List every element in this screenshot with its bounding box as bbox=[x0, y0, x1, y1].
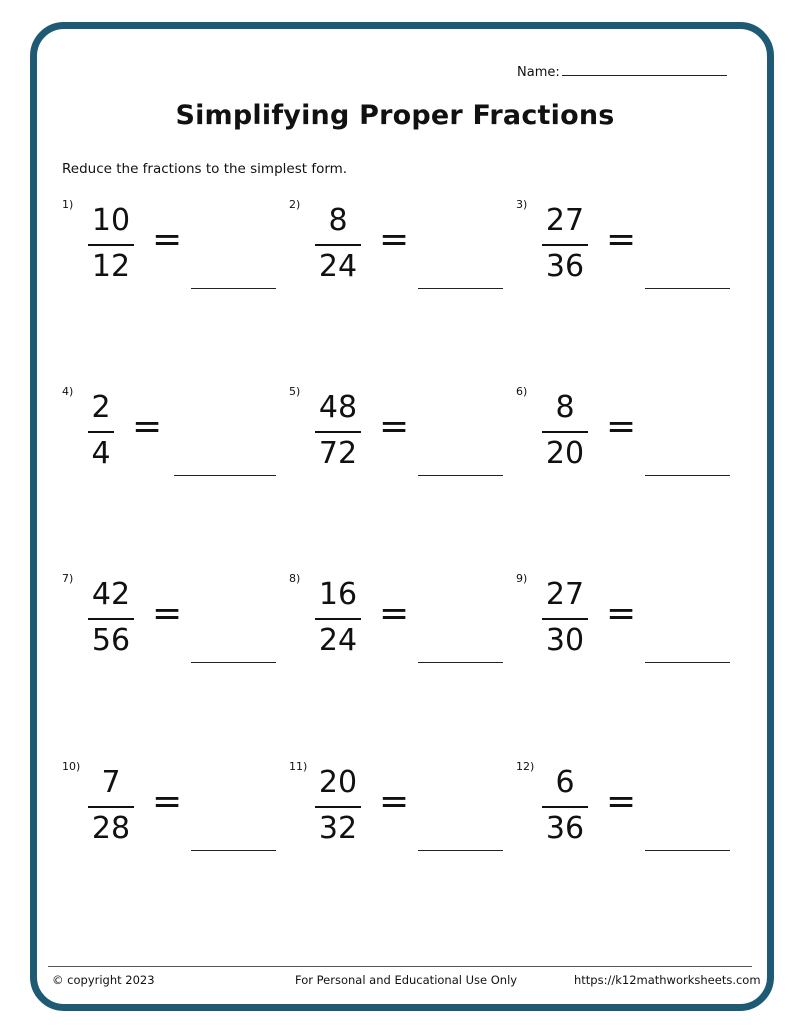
numerator: 48 bbox=[318, 390, 358, 425]
equals-sign: = bbox=[606, 593, 637, 634]
instructions: Reduce the fractions to the simplest form. bbox=[62, 161, 348, 177]
numerator: 42 bbox=[91, 577, 131, 612]
problem-number: 7) bbox=[62, 572, 74, 585]
problem-number: 4) bbox=[62, 385, 74, 398]
fraction-bar bbox=[315, 618, 361, 620]
fraction-bar bbox=[315, 244, 361, 246]
denominator: 56 bbox=[91, 623, 131, 658]
problem-12 bbox=[516, 760, 741, 870]
fraction-bar bbox=[542, 431, 588, 433]
name-blank[interactable] bbox=[562, 63, 727, 76]
fraction bbox=[313, 578, 363, 658]
numerator: 2 bbox=[91, 390, 111, 425]
fraction bbox=[86, 578, 136, 658]
numerator: 16 bbox=[318, 577, 358, 612]
equals-sign: = bbox=[152, 781, 183, 822]
equals-sign: = bbox=[606, 781, 637, 822]
numerator: 8 bbox=[328, 203, 348, 238]
equals-sign: = bbox=[132, 406, 163, 447]
fraction-bar bbox=[88, 244, 134, 246]
fraction-bar bbox=[88, 806, 134, 808]
fraction-bar bbox=[315, 806, 361, 808]
problem-7 bbox=[62, 572, 287, 682]
equals-sign: = bbox=[379, 406, 410, 447]
numerator: 20 bbox=[318, 765, 358, 800]
denominator: 24 bbox=[318, 249, 358, 284]
problem-8 bbox=[289, 572, 514, 682]
problem-4 bbox=[62, 385, 287, 495]
equals-sign: = bbox=[152, 593, 183, 634]
fraction-bar bbox=[542, 806, 588, 808]
problem-number: 12) bbox=[516, 760, 535, 773]
denominator: 12 bbox=[91, 249, 131, 284]
name-field[interactable] bbox=[517, 63, 727, 80]
fraction bbox=[540, 391, 590, 471]
answer-blank[interactable] bbox=[191, 850, 276, 851]
denominator: 20 bbox=[545, 436, 585, 471]
fraction bbox=[313, 766, 363, 846]
numerator: 7 bbox=[101, 765, 121, 800]
answer-blank[interactable] bbox=[418, 475, 503, 476]
problem-number: 11) bbox=[289, 760, 308, 773]
fraction bbox=[86, 391, 116, 471]
denominator: 24 bbox=[318, 623, 358, 658]
equals-sign: = bbox=[606, 219, 637, 260]
problem-number: 1) bbox=[62, 198, 74, 211]
answer-blank[interactable] bbox=[418, 662, 503, 663]
answer-blank[interactable] bbox=[645, 662, 730, 663]
equals-sign: = bbox=[379, 219, 410, 260]
equals-sign: = bbox=[379, 781, 410, 822]
fraction-bar bbox=[315, 431, 361, 433]
denominator: 36 bbox=[545, 811, 585, 846]
problem-6 bbox=[516, 385, 741, 495]
fraction bbox=[313, 391, 363, 471]
answer-blank[interactable] bbox=[191, 662, 276, 663]
problem-number: 6) bbox=[516, 385, 528, 398]
numerator: 8 bbox=[555, 390, 575, 425]
numerator: 10 bbox=[91, 203, 131, 238]
answer-blank[interactable] bbox=[645, 850, 730, 851]
numerator: 6 bbox=[555, 765, 575, 800]
answer-blank[interactable] bbox=[418, 850, 503, 851]
answer-blank[interactable] bbox=[191, 288, 276, 289]
problem-number: 9) bbox=[516, 572, 528, 585]
denominator: 32 bbox=[318, 811, 358, 846]
fraction bbox=[313, 204, 363, 284]
name-label: Name: bbox=[517, 65, 560, 80]
equals-sign: = bbox=[379, 593, 410, 634]
problem-1 bbox=[62, 198, 287, 308]
footer-copyright: © copyright 2023 bbox=[52, 973, 155, 987]
denominator: 30 bbox=[545, 623, 585, 658]
footer-usage: For Personal and Educational Use Only bbox=[295, 973, 518, 987]
numerator: 27 bbox=[545, 577, 585, 612]
equals-sign: = bbox=[606, 406, 637, 447]
fraction bbox=[86, 204, 136, 284]
problem-number: 2) bbox=[289, 198, 301, 211]
problem-11 bbox=[289, 760, 514, 870]
fraction bbox=[540, 204, 590, 284]
denominator: 4 bbox=[91, 436, 111, 471]
fraction-bar bbox=[88, 431, 114, 433]
problem-10 bbox=[62, 760, 287, 870]
denominator: 72 bbox=[318, 436, 358, 471]
answer-blank[interactable] bbox=[418, 288, 503, 289]
problem-2 bbox=[289, 198, 514, 308]
numerator: 27 bbox=[545, 203, 585, 238]
equals-sign: = bbox=[152, 219, 183, 260]
footer-website: https://k12mathworksheets.com bbox=[574, 973, 761, 987]
fraction-bar bbox=[542, 244, 588, 246]
fraction bbox=[540, 578, 590, 658]
problem-number: 8) bbox=[289, 572, 301, 585]
problem-9 bbox=[516, 572, 741, 682]
problem-5 bbox=[289, 385, 514, 495]
fraction-bar bbox=[542, 618, 588, 620]
problem-3 bbox=[516, 198, 741, 308]
problem-number: 5) bbox=[289, 385, 301, 398]
answer-blank[interactable] bbox=[645, 288, 730, 289]
answer-blank[interactable] bbox=[645, 475, 730, 476]
denominator: 28 bbox=[91, 811, 131, 846]
fraction-bar bbox=[88, 618, 134, 620]
problem-number: 3) bbox=[516, 198, 528, 211]
answer-blank[interactable] bbox=[174, 475, 276, 476]
denominator: 36 bbox=[545, 249, 585, 284]
fraction bbox=[86, 766, 136, 846]
footer-divider bbox=[48, 966, 752, 967]
fraction bbox=[540, 766, 590, 846]
worksheet-title: Simplifying Proper Fractions bbox=[175, 100, 615, 131]
problem-number: 10) bbox=[62, 760, 81, 773]
